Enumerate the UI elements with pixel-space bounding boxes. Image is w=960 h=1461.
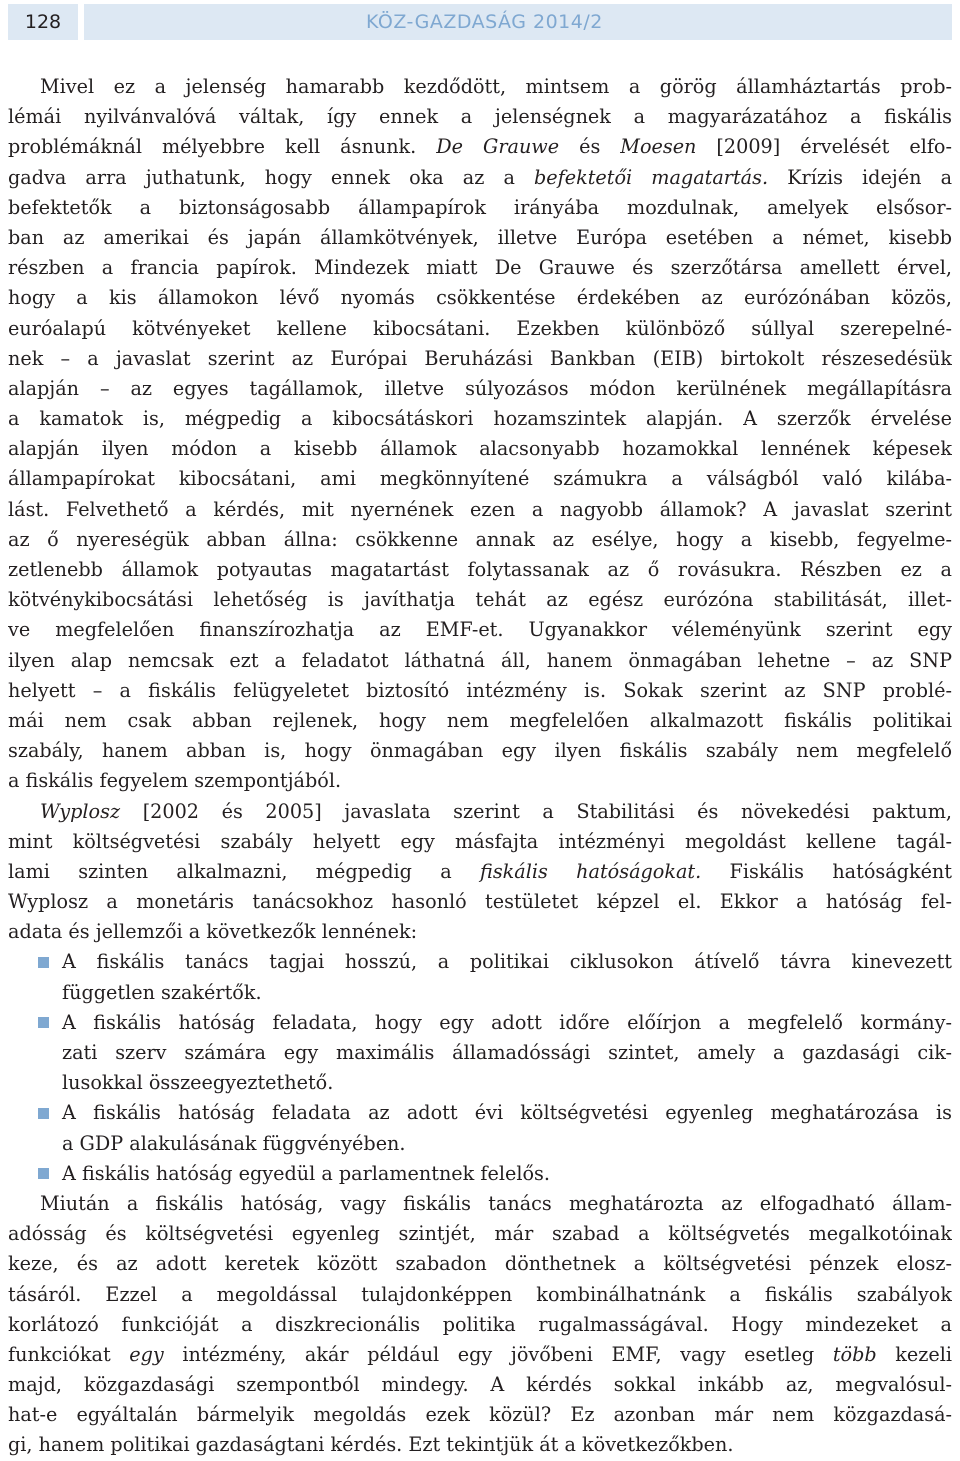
text-line: ve megfelelően finanszírozhatja az EMF-et. Ugyanakkor véleményünk szerint egy xyxy=(8,618,952,642)
list-item xyxy=(8,1098,952,1128)
square-bullet-icon xyxy=(38,1017,49,1028)
article-body xyxy=(8,72,952,1461)
emphasis: egy xyxy=(129,1342,164,1366)
text-line: ilyen alap nemcsak ezt a feladatot láthatná áll, hanem önmagában lehetne – az SNP xyxy=(8,648,952,672)
bullet-list xyxy=(8,947,952,1189)
text-run: gadva arra juthatunk, hogy ennek oka az a xyxy=(8,165,515,189)
list-item-text: A fiskális hatóság egyedül a parlamentnek felelős. xyxy=(62,1161,550,1185)
text-line xyxy=(8,797,952,827)
text-line: lást. Felvethető a kérdés, mit nyernének ezen a nagyobb államok? A javaslat szerint xyxy=(8,497,952,521)
text-run: funkciókat xyxy=(8,1342,111,1366)
text-run: lami szinten alkalmazni, mégpedig a xyxy=(8,859,452,883)
text-line: ban az amerikai és japán államkötvények, illetve Európa esetében a német, kisebb xyxy=(8,225,952,249)
text-line: keze, és az adott keretek között szabadon dönthetnek a költségvetési pénzek elosz- xyxy=(8,1252,952,1276)
text-line: hogy a kis államokon lévő nyomás csökkentése érdekében az eurózónában közös, xyxy=(8,286,952,310)
square-bullet-icon xyxy=(38,957,49,968)
list-item-text: A fiskális hatóság feladata az adott évi költségvetési egyenleg meghatározása is xyxy=(62,1101,952,1125)
square-bullet-icon xyxy=(38,1108,49,1119)
text-line: mint költségvetési szabály helyett egy másfajta intézményi megoldást kellene tagál- xyxy=(8,829,952,853)
text-line: alapján – az egyes tagállamok, illetve súlyozásos módon kerülnének megállapításra xyxy=(8,376,952,400)
text-line: helyett – a fiskális felügyeletet biztosító intézmény is. Sokak szerint az SNP problé- xyxy=(8,678,952,702)
text-line: Miután a fiskális hatóság, vagy fiskális tanács meghatározta az elfogadható állam- xyxy=(40,1191,952,1215)
text-line xyxy=(8,857,952,887)
journal-title: KÖZ-GAZDASÁG 2014/2 xyxy=(366,11,603,33)
author-citation: Wyplosz xyxy=(40,799,121,823)
text-run: kezeli xyxy=(895,1342,952,1366)
text-line: mái nem csak abban rejlenek, hogy nem megfelelően alkalmazott fiskális politikai xyxy=(8,708,952,732)
text-line: részben a francia papírok. Mindezek miatt De Grauwe és szerzőtársa amellett érvel, xyxy=(8,256,952,280)
text-run: Krízis idején a xyxy=(787,165,952,189)
text-run: [2002 és 2005] javaslata szerint a Stabilitási és növekedési paktum, xyxy=(142,799,952,823)
text-line: az ő nyereségük abban állna: csökkenne annak az esélye, hogy a kisebb, fegyelme- xyxy=(8,527,952,551)
text-line: állampapírokat kibocsátani, ami megkönnyítené számukra a válságból való kilába- xyxy=(8,467,952,491)
list-item-text: A fiskális hatóság feladata, hogy egy adott időre előírjon a megfelelő kormány- xyxy=(62,1010,952,1034)
text-line xyxy=(8,163,952,193)
text-line: euróalapú kötvényeket kellene kibocsátani. Ezekben különböző súllyal szerepelné- xyxy=(8,316,952,340)
text-line: szabály, hanem abban is, hogy önmagában egy ilyen fiskális szabály nem megfelelő xyxy=(8,739,952,763)
text-line: Mivel ez a jelenség hamarabb kezdődött, mintsem a görög államháztartás prob- xyxy=(40,75,952,98)
list-item xyxy=(8,947,952,977)
paragraph xyxy=(8,797,952,948)
list-item-text: A fiskális tanács tagjai hosszú, a politikai ciklusokon átívelő távra kinevezett xyxy=(62,950,952,974)
list-item xyxy=(8,1159,952,1189)
text-line: majd, közgazdasági szempontból mindegy. A kérdés sokkal inkább az, megvalósul- xyxy=(8,1373,952,1397)
text-run: intézmény, akár például egy jövőbeni EMF, vagy esetleg xyxy=(182,1342,815,1366)
author-citation: Moesen xyxy=(620,135,697,159)
page-header xyxy=(8,4,952,40)
list-item-text: lusokkal összeegyeztethető. xyxy=(62,1071,334,1095)
list-item xyxy=(8,1008,952,1038)
text-line xyxy=(8,1340,952,1370)
list-item-text: zati szerv számára egy maximális államadóssági szintet, amely a gazdasági cik- xyxy=(62,1041,952,1064)
text-line xyxy=(8,132,952,162)
text-line: befektetők a biztonságosabb állampapírok irányába mozdulnak, amelyek elsősor- xyxy=(8,195,952,219)
text-line: adósság és költségvetési egyenleg szintjét, már szabad a költségvetés megalkotóinak xyxy=(8,1222,952,1246)
list-item-text: független szakértők. xyxy=(62,980,262,1004)
text-line: adata és jellemzői a következők lennének: xyxy=(8,920,418,944)
text-line: lémái nyilvánvalóvá váltak, így ennek a jelenségnek a magyarázatához a fiskális xyxy=(8,105,952,129)
text-line: zetlenebb államok potyautas magatartást folytassanak az ő rovásukra. Részben ez a xyxy=(8,558,952,581)
text-line: alapján ilyen módon a kisebb államok alacsonyabb hozamokkal lennének képesek xyxy=(8,437,952,461)
text-line: tásáról. Ezzel a megoldással tulajdonképpen kombinálhatnánk a fiskális szabályok xyxy=(8,1282,952,1306)
text-line: a fiskális fegyelem szempontjából. xyxy=(8,769,342,793)
text-line: gi, hanem politikai gazdaságtani kérdés. Ezt tekintjük át a következőkben. xyxy=(8,1433,734,1457)
text-run: Fiskális hatóságként xyxy=(729,859,952,883)
paragraph xyxy=(8,72,952,797)
list-item-text: a GDP alakulásának függvényében. xyxy=(62,1131,406,1155)
text-line: hat-e egyáltalán bármelyik megoldás ezek közül? Ez azonban már nem közgazdasá- xyxy=(8,1403,952,1427)
emphasis: befektetői magatartás. xyxy=(534,165,769,189)
text-line: a kamatok is, mégpedig a kibocsátáskori hozamszintek alapján. A szerzők érvelése xyxy=(8,407,952,431)
text-run: és xyxy=(579,135,601,159)
text-line: Wyplosz a monetáris tanácsokhoz hasonló testületet képzel el. Ekkor a hatóság fel- xyxy=(8,890,952,914)
page-number: 128 xyxy=(8,4,78,40)
emphasis: fiskális hatóságokat. xyxy=(480,859,702,883)
text-line: nek – a javaslat szerint az Európai Beruházási Bankban (EIB) birtokolt részesedésük xyxy=(8,346,952,370)
paragraph xyxy=(8,1189,952,1461)
author-citation: De Grauwe xyxy=(436,135,560,159)
emphasis: több xyxy=(832,1342,877,1366)
text-run: problémáknál mélyebbre kell ásnunk. xyxy=(8,135,417,159)
square-bullet-icon xyxy=(38,1168,49,1179)
text-run: [2009] érvelését elfo- xyxy=(716,135,952,159)
journal-header-bar xyxy=(84,4,952,40)
text-line: kötvénykibocsátási lehetőség is javíthatja tehát az egész eurózóna stabilitását, illet- xyxy=(8,588,952,612)
text-line: korlátozó funkcióját a diszkrecionális politika rugalmasságával. Hogy mindezeket a xyxy=(8,1312,952,1336)
